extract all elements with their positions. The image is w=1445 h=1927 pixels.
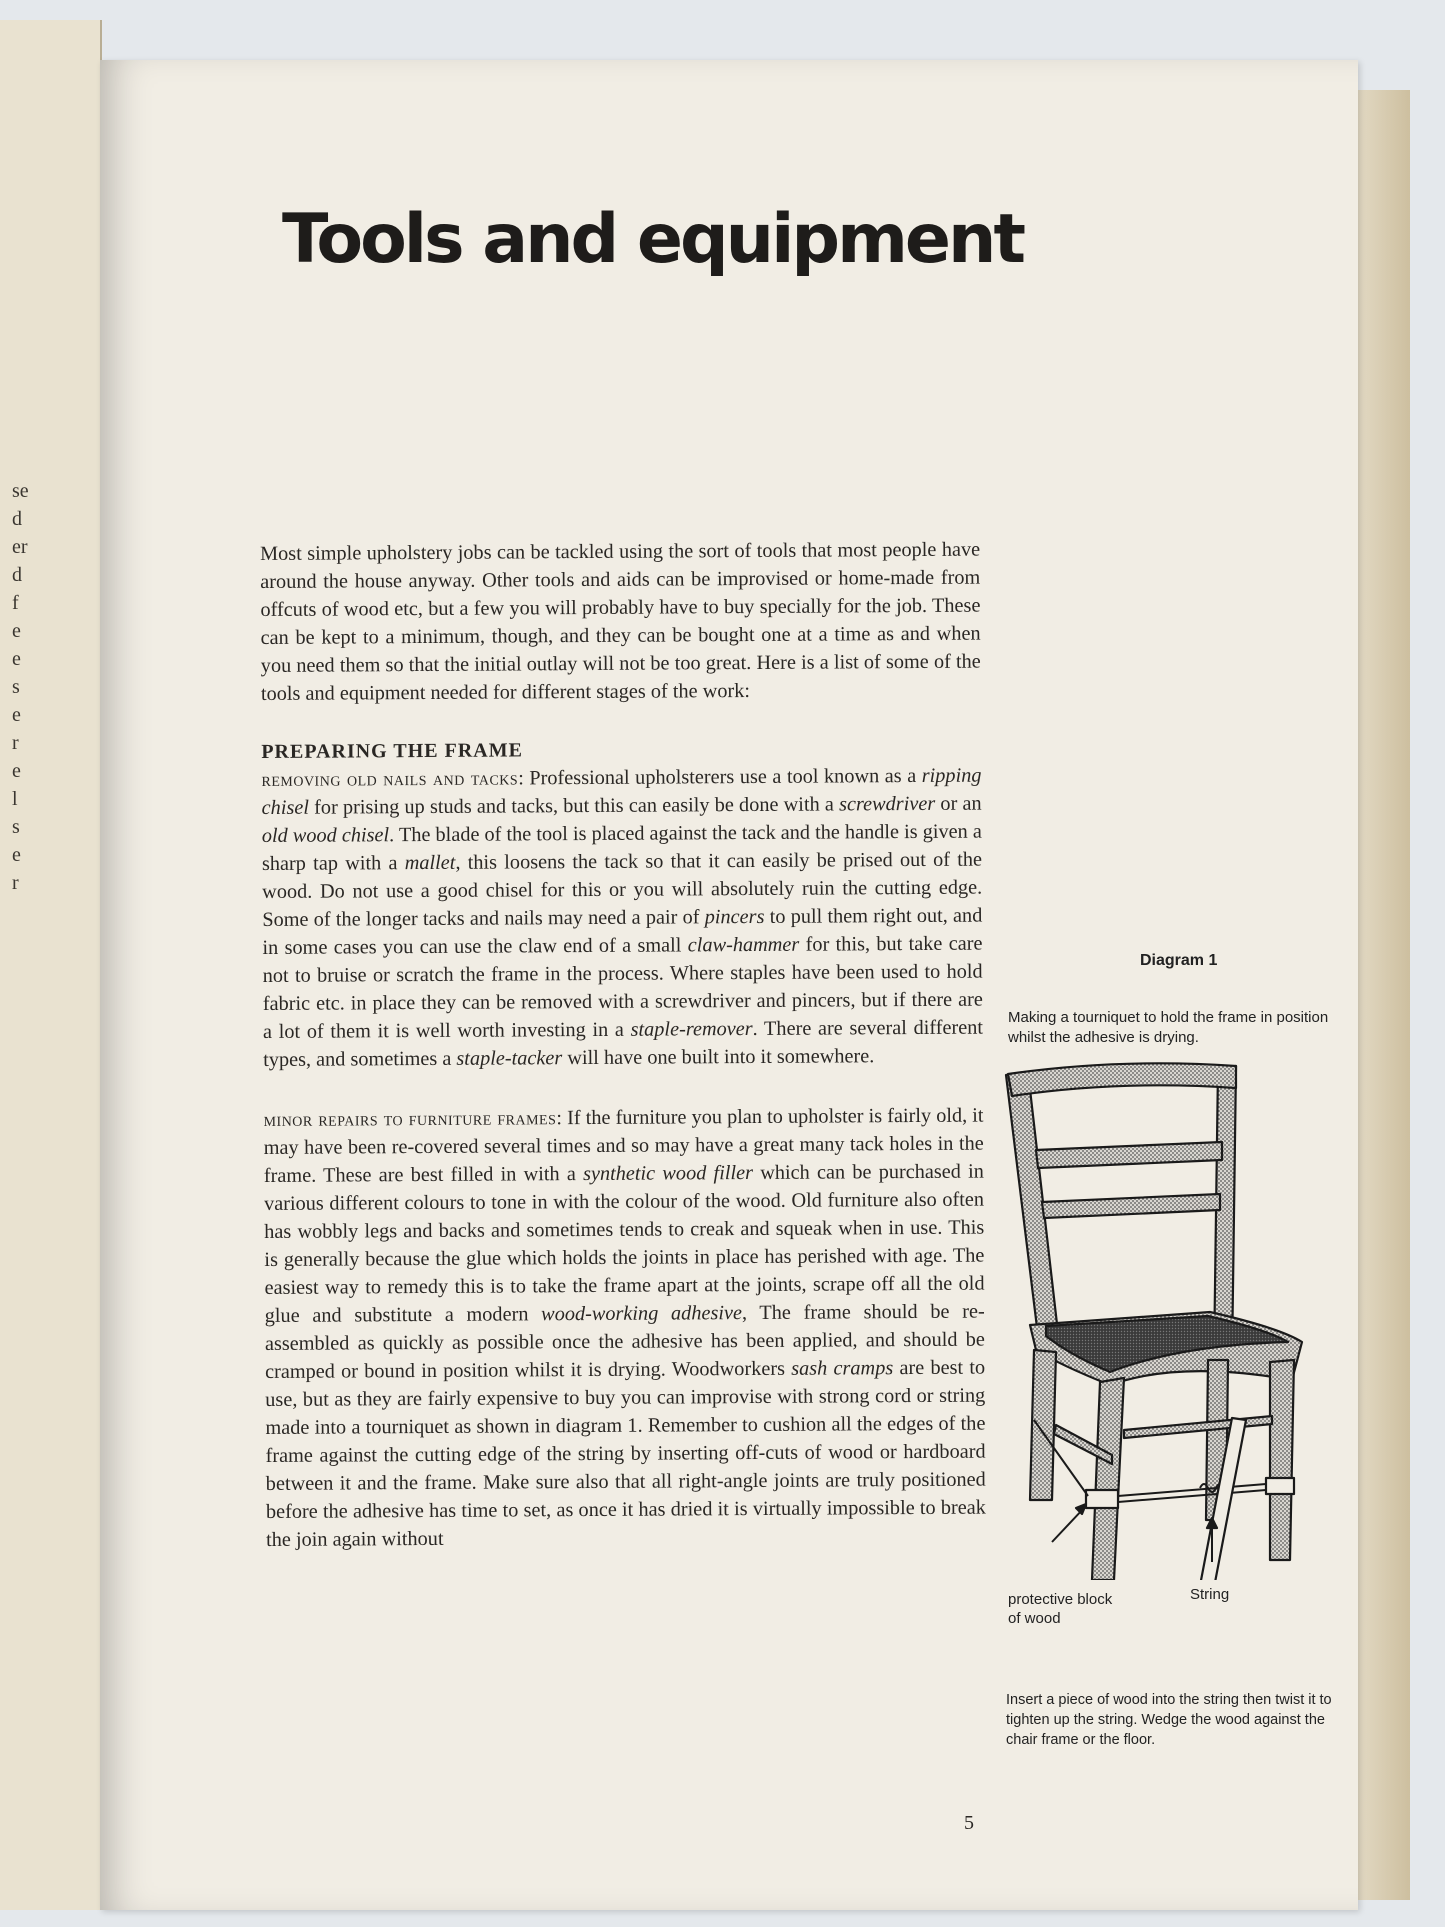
term: screwdriver bbox=[838, 792, 936, 816]
left-page-fragment: r bbox=[12, 732, 19, 754]
left-page-fragment: f bbox=[12, 592, 19, 614]
diagram-footnote: Insert a piece of wood into the string then twist it to tighten up the string. Wedge the wood against the chair frame or the floor. bbox=[1006, 1692, 1332, 1748]
text: If the furniture you plan to upholster is fairly old, it may have been re-covered several times and so may have a great many tack holes in the frame. These are best filled in with a bbox=[263, 1104, 984, 1187]
top-rail bbox=[1008, 1063, 1236, 1096]
stretcher bbox=[1124, 1416, 1272, 1438]
term: pincers bbox=[704, 905, 765, 929]
left-page-fragment: s bbox=[12, 816, 20, 838]
tourniquet-string bbox=[1118, 1490, 1266, 1502]
term: synthetic wood filler bbox=[582, 1162, 754, 1186]
text: will have one built into it somewhere. bbox=[562, 1045, 875, 1070]
left-page-fragment: e bbox=[12, 760, 21, 782]
text: for this, but take care not to bruise or scratch the frame in the process. Where staples have been used to hold fabric etc. in place they can be removed with a screwdriver and pincers, but if there are a lot of them it is well worth investing in a bbox=[262, 932, 983, 1043]
text: . The blade of the tool is placed against the tack and the handle is given a sharp tap with a bbox=[261, 820, 982, 875]
left-page-fragment: r bbox=[12, 872, 19, 894]
text: : bbox=[518, 767, 530, 790]
leg-front-right bbox=[1270, 1360, 1294, 1560]
diagram-title: Diagram 1 bbox=[1140, 952, 1218, 969]
term: sash cramps bbox=[791, 1357, 894, 1380]
tourniquet-string bbox=[1118, 1484, 1266, 1496]
term: ripping chisel bbox=[261, 764, 982, 819]
text: , The frame should be re-assembled as quickly as possible once the adhesive has been applied, and should be cramped or bound in position whilst it is drying. Woodworkers bbox=[264, 1300, 985, 1383]
leg-front-left bbox=[1092, 1378, 1124, 1580]
term: wood-working adhesive bbox=[541, 1302, 743, 1326]
text: . There are several different types, and sometimes a bbox=[263, 1016, 984, 1071]
page-number: 5 bbox=[964, 1812, 974, 1834]
term: mallet bbox=[404, 851, 456, 875]
text: , this loosens the tack so that it can easily be prised out of the wood. Do not use a good chisel for this or you will absolutely ruin the cutting edge. Some of the longer tacks and nails may need a pair of bbox=[262, 848, 983, 931]
left-page-fragment: s bbox=[12, 676, 20, 698]
left-page-fragment: d bbox=[12, 508, 22, 530]
term: old wood chisel bbox=[261, 824, 390, 847]
leg-back-left bbox=[1030, 1350, 1056, 1500]
left-page-fragment: e bbox=[12, 620, 21, 642]
text: for prising up studs and tacks, but this can easily be done with a bbox=[308, 793, 840, 819]
diagram-1 bbox=[1000, 940, 1340, 1760]
paragraph-removing-nails bbox=[261, 762, 983, 1074]
term: staple-remover bbox=[630, 1018, 753, 1041]
section-heading: PREPARING THE FRAME bbox=[261, 739, 523, 763]
label-string: String bbox=[1190, 1586, 1230, 1603]
chair-illustration bbox=[1000, 1060, 1340, 1580]
intro-paragraph: Most simple upholstery jobs can be tackled using the sort of tools that most people have around the house anyway. Other tools and aids can be improvised or home-made from offcuts of wood etc, but a few you will probably have to buy specially for the job. These can be kept to a minimum, though, and they can be bought one at a time as and when you need them so that the initial outlay will not be too great. Here is a list of some of the tools and equipment needed for different stages of the work: bbox=[260, 538, 981, 705]
left-page-fragment: e bbox=[12, 844, 21, 866]
arrow-icon bbox=[1076, 1504, 1086, 1514]
page-title: Tools and equipment bbox=[282, 200, 1023, 279]
left-page-fragment: l bbox=[12, 788, 18, 810]
left-page-fragment: se bbox=[12, 480, 29, 502]
diagram-caption: Making a tourniquet to hold the frame in position whilst the adhesive is drying. bbox=[1008, 1009, 1329, 1046]
text: Professional upholsterers use a tool known as a bbox=[529, 764, 922, 790]
paragraph-minor-repairs bbox=[263, 1102, 986, 1554]
back-slat-1 bbox=[1036, 1142, 1222, 1168]
text: to pull them right out, and in some cases you can use the claw end of a small bbox=[262, 904, 983, 959]
back-slat-2 bbox=[1042, 1194, 1220, 1218]
subheading-repairs: minor repairs to furniture frames bbox=[263, 1107, 557, 1131]
term: claw-hammer bbox=[687, 933, 800, 957]
text: which can be purchased in various different colours to tone in with the colour of the wood. Old furniture also often has wobbly legs and backs and sometimes tends to creak and squeak when in use. This is generally because the glue which holds the joints in place has perished with age. The easiest way to remedy this is to take the frame apart at the joints, scrape off all the old glue and substitute a modern bbox=[263, 1160, 985, 1327]
left-page-fragment: e bbox=[12, 704, 21, 726]
subheading-removing: removing old nails and tacks bbox=[261, 767, 519, 791]
left-page-edge bbox=[0, 20, 102, 1910]
text: are best to use, but as they are fairly expensive to buy you can improvise with strong cord or string made into a tourniquet as shown in diagram 1. Remember to cushion all the edges of the frame against the cutting edge of the string by inserting off-cuts of wood or hardboard between it and the frame. Make sure also that all right-angle joints are truly positioned before the adhesive has time to set, as once it has dried it is virtually impossible to break the join again without bbox=[265, 1356, 986, 1551]
term: staple-tacker bbox=[456, 1047, 563, 1070]
book-page bbox=[100, 60, 1358, 1910]
protective-block bbox=[1086, 1490, 1118, 1508]
body-text bbox=[260, 536, 986, 1554]
left-page-fragment: e bbox=[12, 648, 21, 670]
left-page-fragment: er bbox=[12, 536, 28, 558]
text: or an bbox=[935, 792, 982, 815]
label-protective-block: protective block of wood bbox=[1008, 1591, 1113, 1627]
protective-block bbox=[1266, 1478, 1294, 1494]
text: : bbox=[556, 1107, 568, 1130]
left-page-fragment: d bbox=[12, 564, 22, 586]
